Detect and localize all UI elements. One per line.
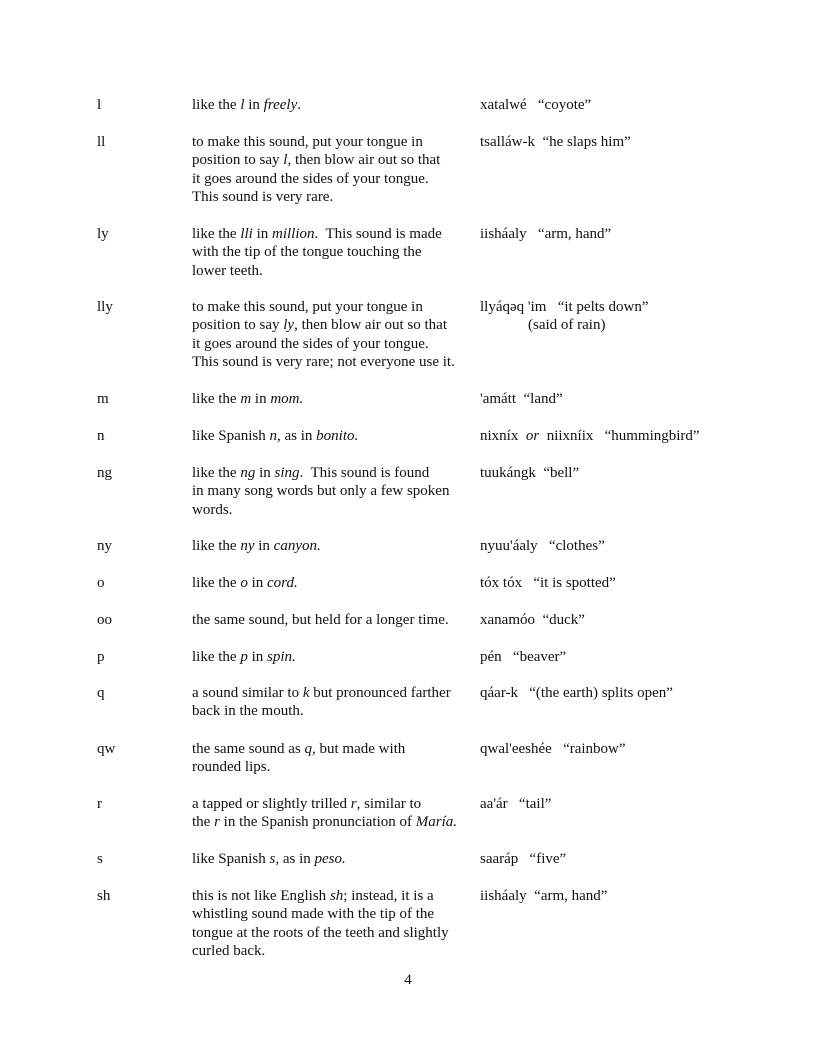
example: iisháaly “arm, hand” — [480, 888, 608, 904]
letter: ll — [97, 134, 106, 150]
example: tóx tóx “it is spotted” — [480, 575, 616, 591]
description: like the p in spin. — [192, 649, 296, 665]
description: like the o in cord. — [192, 575, 298, 591]
description: like the ng in sing. This sound is found in many song words but only a few spoken words. — [192, 465, 450, 518]
example: xanamóo “duck” — [480, 612, 585, 628]
letter: p — [97, 649, 105, 665]
letter: qw — [97, 741, 116, 757]
letter: lly — [97, 299, 113, 315]
description: this is not like English sh; instead, it is a whistling sound made with the tip of the tongue at the roots of the teeth and slightly curled back. — [192, 888, 449, 960]
example: nyuu'áaly “clothes” — [480, 538, 605, 554]
letter: r — [97, 796, 102, 812]
letter: ny — [97, 538, 112, 554]
letter: s — [97, 851, 103, 867]
letter: sh — [97, 888, 111, 904]
description: like the m in mom. — [192, 391, 304, 407]
example: qáar-k “(the earth) splits open” — [480, 685, 673, 701]
description: like the lli in million. This sound is made with the tip of the tongue touching the lower teeth. — [192, 226, 442, 279]
letter: o — [97, 575, 105, 591]
description: a tapped or slightly trilled r, similar to the r in the Spanish pronunciation of María. — [192, 796, 457, 831]
example: aa'ár “tail” — [480, 796, 552, 812]
page-number: 4 — [404, 972, 412, 988]
description: like Spanish n, as in bonito. — [192, 428, 359, 444]
example: saaráp “five” — [480, 851, 567, 867]
description: a sound similar to k but pronounced farther back in the mouth. — [192, 685, 451, 720]
description: like the ny in canyon. — [192, 538, 321, 554]
letter: l — [97, 97, 102, 113]
letter: q — [97, 685, 105, 701]
example: xatalwé “coyote” — [480, 97, 592, 113]
letter: n — [97, 428, 105, 444]
description: like Spanish s, as in peso. — [192, 851, 346, 867]
description: the same sound, but held for a longer time. — [192, 612, 449, 628]
letter: m — [97, 391, 109, 407]
description: the same sound as q, but made with rounded lips. — [192, 741, 406, 776]
description: like the l in freely. — [192, 97, 302, 113]
example: tsalláw-k “he slaps him” — [480, 134, 631, 150]
description: to make this sound, put your tongue in position to say l, then blow air out so that it goes around the sides of your tongue. This sound is very rare. — [192, 134, 441, 206]
example: llyáqəq 'im “it pelts down” (said of rain) — [480, 299, 649, 334]
example: tuukángk “bell” — [480, 465, 580, 481]
example: pén “beaver” — [480, 649, 567, 665]
example: iisháaly “arm, hand” — [480, 226, 612, 242]
letter: oo — [97, 612, 112, 628]
letter: ly — [97, 226, 109, 242]
letter: ng — [97, 465, 112, 481]
example: nixníx or niixníix “hummingbird” — [480, 428, 700, 444]
description: to make this sound, put your tongue in position to say ly, then blow air out so that it goes around the sides of your tongue. This sound is very rare; not everyone use it. — [192, 299, 455, 371]
example: 'amátt “land” — [480, 391, 563, 407]
example: qwal'eeshée “rainbow” — [480, 741, 626, 757]
